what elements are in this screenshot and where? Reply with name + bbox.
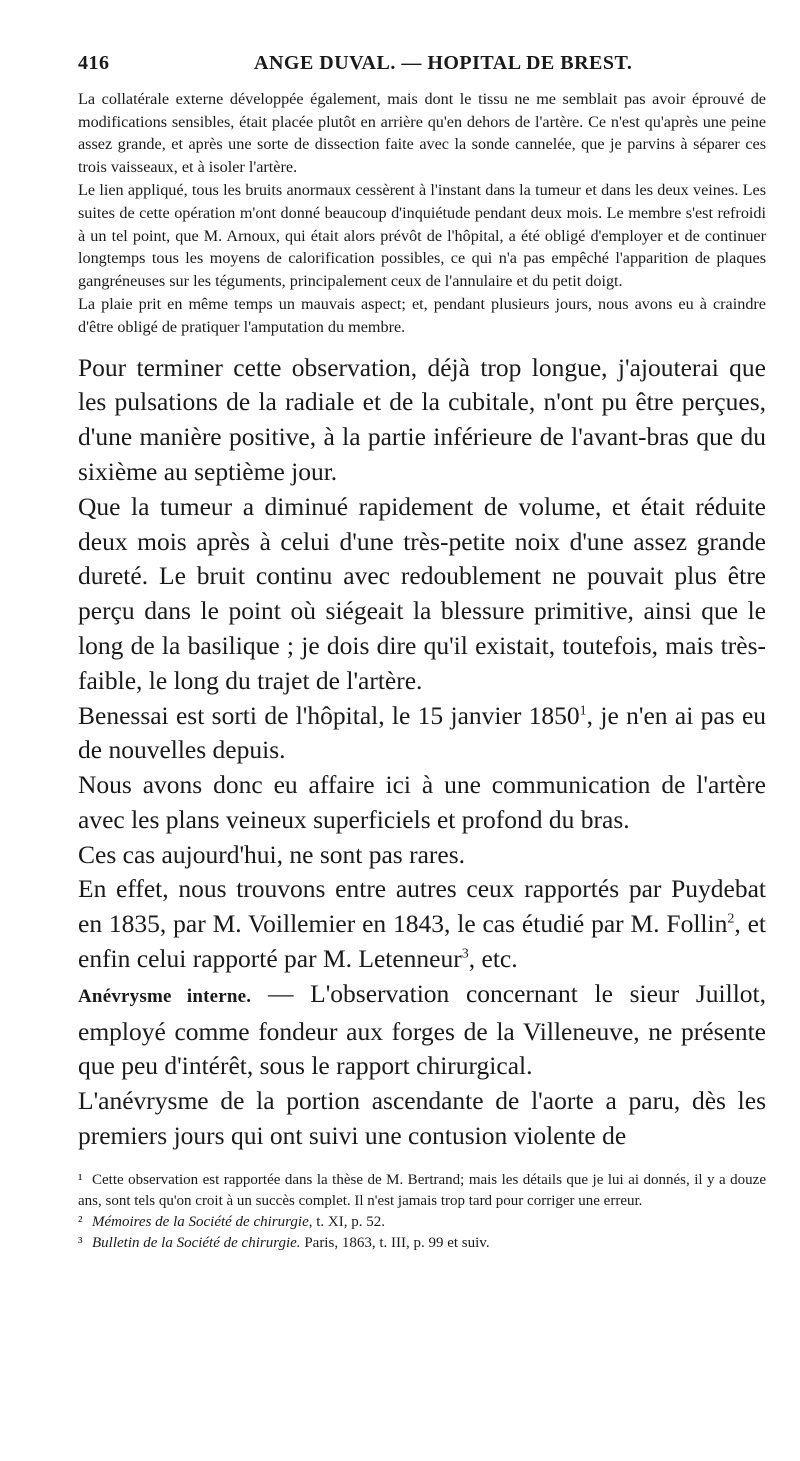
footnote-marker: ¹ [78, 1171, 83, 1188]
footnote-marker: ³ [78, 1234, 83, 1251]
footnote-ref: 1 [579, 703, 587, 718]
paragraph: Nous avons donc eu affaire ici à une communication de l'artère avec les plans veineux superficiels et profond du bras. [78, 770, 766, 834]
paragraph: Ces cas aujourd'hui, ne sont pas rares. [78, 839, 465, 869]
footnote-text: Cette observation est rapportée dans la thèse de M. Bertrand; mais les détails que je lui ai donnés, il y a douze ans, sont tels qu'on croit à un succès complet. Il n'est jamais trop tard pour corriger une erreur. [78, 1171, 766, 1209]
footnote-2 [78, 1212, 766, 1233]
paragraph-text: , etc. [468, 944, 518, 974]
footnote-text: Paris, 1863, t. III, p. 99 et suiv. [300, 1234, 490, 1251]
footnote-text: , t. XI, p. 52. [308, 1213, 385, 1230]
small-paragraph: La plaie prit en même temps un mauvais aspect; et, pendant plusieurs jours, nous avons eu à craindre d'être obligé de pratiquer l'amputation du membre. [78, 295, 766, 336]
running-header [78, 52, 766, 88]
paragraph-text: Benessai est sorti de l'hôpital, le 15 janvier 1850 [78, 700, 580, 730]
main-text-block [78, 351, 766, 1154]
footnote-citation-title: Mémoires de la Société de chirurgie [92, 1213, 309, 1230]
paragraph-text: En effet, nous trouvons entre autres ceux rapportés par Puydebat en 1835, par M. Voillemier en 1843, le cas étudié par M. Follin [78, 874, 766, 939]
paragraph: Que la tumeur a diminué rapidement de volume, et était réduite deux mois après à celui d'une très-petite noix d'une assez grande dureté. Le bruit continu avec redoublement ne pouvait plus être perçu dans le point où siégeait la blessure primitive, ainsi que le long de la basilique ; je dois dire qu'il existait, toutefois, mais très-faible, le long du trajet de l'artère. [78, 491, 766, 695]
footnotes [78, 1170, 766, 1254]
paragraph [78, 699, 766, 769]
book-page [78, 52, 766, 1254]
small-paragraph: Le lien appliqué, tous les bruits anormaux cessèrent à l'instant dans la tumeur et dans les deux veines. Les suites de cette opération m'ont donné beaucoup d'inquiétude pendant deux mois. Le membre s'est refroidi à un tel point, que M. Arnoux, qui était alors prévôt de l'hôpital, a été obligé d'employer et de continuer longtemps tous les moyens de calorification possibles, ce qui n'a pas empêché l'apparition de plaques gangréneuses sur les téguments, principalement ceux de l'annulaire et du petit doigt. [78, 181, 766, 290]
footnote-ref: 3 [461, 946, 469, 962]
paragraph-text: , je n'en ai pas eu de nouvelles depuis. [78, 700, 767, 765]
paragraph: Pour terminer cette observation, déjà trop longue, j'ajouterai que les pulsations de la radiale et de la cubitale, n'ont pu être perçues, d'une manière positive, à la partie inférieure de l'avant-bras que du sixième au septième jour. [78, 352, 766, 486]
section-run-in-heading: Anévrysme interne. [78, 985, 252, 1007]
footnote-citation-title: Bulletin de la Société de chirurgie. [92, 1234, 301, 1251]
page-number: 416 [78, 52, 110, 74]
running-title: ANGE DUVAL. — HOPITAL DE BREST. [254, 52, 633, 74]
paragraph: L'anévrysme de la portion ascendante de l'aorte a paru, dès les premiers jours qui ont suivi une contusion violente de [78, 1086, 766, 1151]
paragraph [78, 977, 766, 1084]
footnote-3 [78, 1233, 766, 1254]
footnote-1 [78, 1170, 766, 1212]
small-paragraph: La collatérale externe développée également, mais dont le tissu ne me semblait pas avoir éprouvé de modifications sensibles, était placée plutôt en arrière qu'en dehors de l'artère. Ce n'est qu'après une peine assez grande, et après une sorte de dissection faite avec la sonde cannelée, que je parvins à séparer ces trois vaisseaux, et à isoler l'artère. [78, 90, 766, 176]
small-type-block [78, 88, 766, 339]
paragraph-text: — L'observation concernant le sieur Juillot, employé comme fondeur aux forges de la Villeneuve, ne présente que peu d'intérêt, sous le rapport chirurgical. [78, 978, 766, 1081]
footnote-ref: 2 [727, 911, 735, 927]
paragraph-text: , et enfin celui rapporté par M. Letenneur [78, 909, 766, 974]
paragraph [78, 872, 766, 976]
footnote-marker: ² [78, 1213, 83, 1230]
